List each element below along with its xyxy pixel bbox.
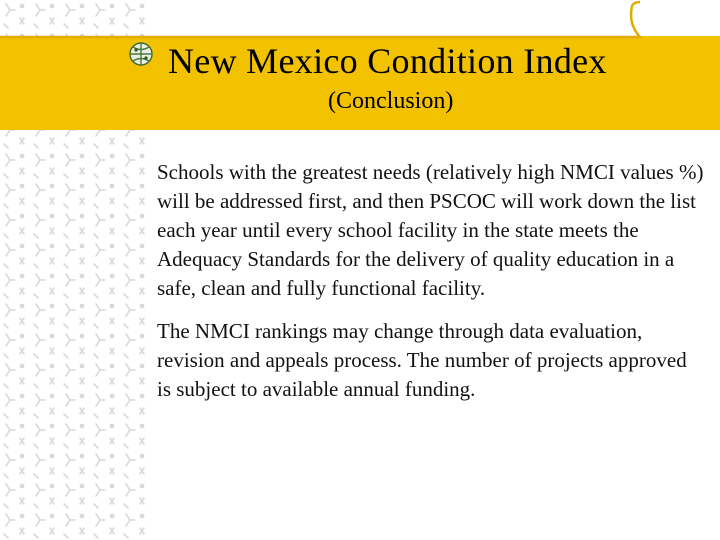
slide-subtitle: (Conclusion) <box>328 88 454 114</box>
globe-bullet-icon <box>127 40 155 68</box>
slide-body <box>157 158 705 418</box>
decorative-arc-line <box>0 0 720 40</box>
slide-title: New Mexico Condition Index <box>168 41 607 81</box>
body-paragraph: Schools with the greatest needs (relatively high NMCI values %) will be addressed first, and then PSCOC will work down the list each year until every school facility in the state meets the Adequacy Standards for the delivery of quality education in a safe, clean and fully functional facility. <box>157 160 704 300</box>
body-paragraph: The NMCI rankings may change through data evaluation, revision and appeals process. The number of projects approved is subject to available annual funding. <box>157 319 687 401</box>
